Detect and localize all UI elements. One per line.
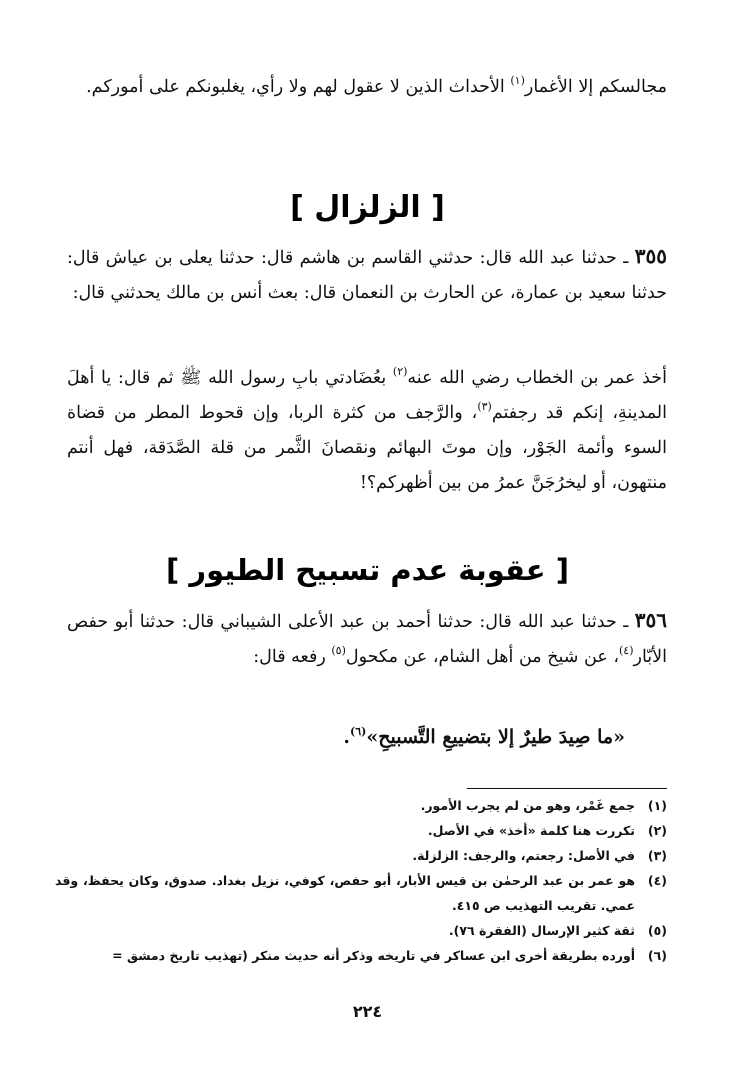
footnote-ref-4[interactable]: (٤) — [618, 644, 634, 657]
footnote-ref-3[interactable]: (٣) — [477, 400, 492, 413]
footnote-mark: (٢) — [647, 823, 667, 838]
footnote-text: هو عمر بن عبد الرحمٰن بن قيس الأبار، أبو حفص، كوفي، نزيل بغداد. صدوق، وكان يحفظ، وقد عمي. تقريب التهذيب ص ٤١٥. — [55, 873, 635, 913]
intro-paragraph — [67, 70, 667, 105]
hadith-355-isnad-text: ـ حدثنا عبد الله قال: حدثني القاسم بن هاشم قال: حدثنا يعلى بن عياش قال: حدثنا سعيد بن عمارة، عن الحارث بن النعمان قال: بعث أنس بن مالك يحدثني قال: — [67, 248, 667, 303]
footnote-text: تكررت هنا كلمة «أخذ» في الأصل. — [427, 823, 635, 838]
footnote-mark: (٣) — [647, 848, 667, 863]
section-heading-earthquake: [ الزلزال ] — [290, 190, 445, 225]
footnote-ref-2[interactable]: (٢) — [392, 365, 408, 378]
footnote-text: في الأصل: رجعتم، والرجف: الزلزلة. — [412, 848, 635, 863]
quote-text: «ما صِيدَ طيرٌ إلا بتضييعِ التَّسبيحِ» — [366, 726, 625, 748]
hadith-356-isnad — [67, 603, 667, 675]
page-number: ٢٢٤ — [352, 1002, 383, 1021]
hadith-355-isnad — [67, 239, 667, 311]
footnote-mark: (٥) — [647, 923, 667, 938]
footnote-ref-1[interactable]: (١) — [510, 74, 525, 87]
footnote-1 — [55, 793, 667, 818]
footnote-5 — [55, 918, 667, 943]
intro-text: مجالسكم إلا الأغمار — [524, 77, 667, 97]
hadith-356-isnad-a: ـ حدثنا عبد الله قال: حدثنا أحمد بن عبد الأعلى الشيباني قال: حدثنا أبو حفص الأبّار — [67, 612, 667, 667]
footnote-text: أورده بطريقة أخرى ابن عساكر في تاريخه وذكر أنه حديث منكر (تهذيب تاريخ دمشق = — [112, 948, 635, 963]
hadith-356-isnad-c: رفعه قال: — [253, 647, 332, 667]
hadith-355-matn — [67, 361, 667, 501]
hadith-355-matn-a: أخذ عمر بن الخطاب رضي الله عنه — [407, 368, 667, 388]
footnote-separator — [467, 788, 667, 789]
quote-end: . — [343, 726, 350, 748]
footnote-4 — [55, 868, 667, 918]
section-heading-birds: [ عقوبة عدم تسبيح الطيور ] — [166, 553, 569, 587]
hadith-356-quote — [343, 717, 625, 757]
hadith-356-isnad-b: ، عن شيخ من أهل الشام، عن مكحول — [345, 647, 619, 667]
hadith-355-matn-c: ، والرَّجف من كثرة الربا، وإن قحوط المطر من قضاة السوء وأئمة الجَوْر، وإن موتَ البهائم ونقصانَ الثَّمر من قلة الصَّدَقة، فهل أنتم منتهون، أو ليخرُجَنَّ عمرُ من بين أظهركم؟! — [67, 403, 667, 493]
footnote-text: جمع غَمْر، وهو من لم يجرب الأمور. — [420, 798, 635, 813]
footnote-mark: (٤) — [647, 873, 667, 888]
hadith-number-355: ٣٥٥ — [634, 244, 667, 268]
hadith-355-matn-b: بعُضَادتي بابِ رسول الله ﷺ ثم قال: يا أهلَ المدينةِ، إنكم قد رجفتم — [67, 368, 667, 423]
footnote-mark: (١) — [647, 798, 667, 813]
footnote-mark: (٦) — [647, 948, 667, 963]
hadith-number-356: ٣٥٦ — [634, 608, 667, 632]
footnote-ref-5[interactable]: (٥) — [331, 644, 346, 657]
footnote-ref-6[interactable]: (٦) — [349, 725, 367, 738]
intro-text-after: الأحداث الذين لا عقول لهم ولا رأي، يغلبونكم على أموركم. — [86, 77, 511, 97]
footnote-2 — [55, 818, 667, 843]
footnote-3 — [55, 843, 667, 868]
footnote-6 — [55, 943, 667, 968]
footnotes — [55, 793, 667, 968]
footnote-text: ثقة كثير الإرسال (الفقرة ٧٦). — [448, 923, 635, 938]
